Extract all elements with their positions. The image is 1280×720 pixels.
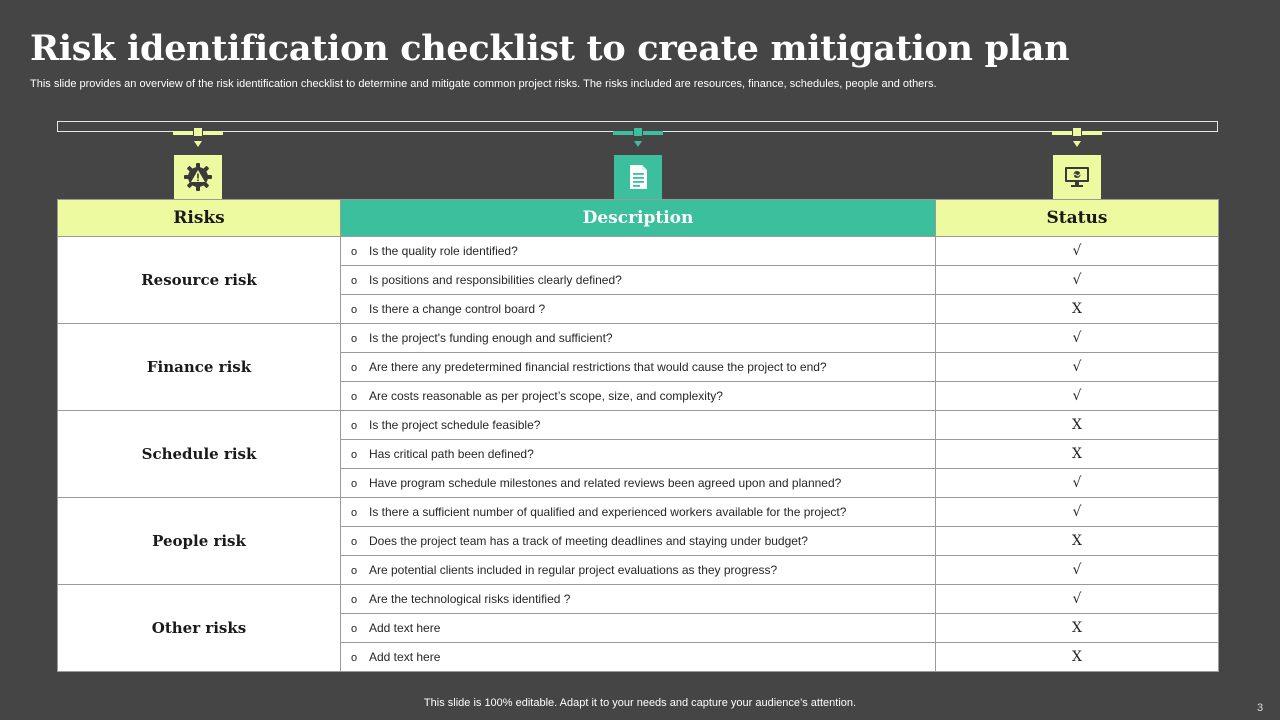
status-mark: X [936,643,1219,672]
bullet-icon: o [351,565,358,577]
description-text: Are there any predetermined financial restrictions that would cause the project to end? [369,360,827,374]
slide-title: Risk identification checklist to create mitigation plan [30,28,1070,69]
bullet-icon: o [351,449,358,461]
bullet-icon: o [351,246,358,258]
table-row [58,498,1219,527]
description-text: Are the technological risks identified ? [369,592,571,606]
bullet-icon: o [351,594,358,606]
table-row [58,585,1219,614]
bullet-icon: o [351,623,358,635]
risk-name: Other risks [58,585,341,672]
status-mark: X [936,614,1219,643]
description-text: Does the project team has a track of meeting deadlines and staying under budget? [369,534,808,548]
status-mark: √ [936,266,1219,295]
status-mark: X [936,527,1219,556]
bullet-icon: o [351,391,358,403]
description-text: Are costs reasonable as per project’s scope, size, and complexity? [369,389,723,403]
bullet-icon: o [351,333,358,345]
footer-note: This slide is 100% editable. Adapt it to your needs and capture your audience’s attention. [423,697,857,709]
description-text: Is positions and responsibilities clearly defined? [369,273,622,287]
bullet-icon: o [351,478,358,490]
risk-name: Schedule risk [58,411,341,498]
description-cell [341,295,936,324]
page-number: 3 [1257,702,1264,714]
header-status: Status [936,200,1219,237]
description-text: Add text here [369,650,441,664]
risk-name: Resource risk [58,237,341,324]
description-text: Has critical path been defined? [369,447,534,461]
description-text: Add text here [369,621,441,635]
description-text: Have program schedule milestones and related reviews been agreed upon and planned? [369,476,842,490]
description-cell [341,440,936,469]
description-text: Is the quality role identified? [369,244,518,258]
bullet-icon: o [351,362,358,374]
header-risks: Risks [58,200,341,237]
description-cell [341,411,936,440]
description-cell [341,585,936,614]
description-cell [341,527,936,556]
monitor-icon [1053,155,1101,199]
table-row [58,411,1219,440]
bullet-icon: o [351,275,358,287]
table-header-row [58,200,1219,237]
description-text: Are potential clients included in regular project evaluations as they progress? [369,563,778,577]
status-mark: √ [936,498,1219,527]
bullet-icon: o [351,536,358,548]
status-mark: √ [936,585,1219,614]
bullet-icon: o [351,652,358,664]
description-cell [341,643,936,672]
description-cell [341,353,936,382]
status-mark: X [936,411,1219,440]
table-row [58,237,1219,266]
status-mark: √ [936,469,1219,498]
document-icon [614,155,662,199]
status-mark: X [936,295,1219,324]
description-cell [341,324,936,353]
gear-warning-icon [174,155,222,199]
status-mark: √ [936,556,1219,585]
risk-name: Finance risk [58,324,341,411]
bullet-icon: o [351,507,358,519]
description-cell [341,237,936,266]
status-mark: √ [936,382,1219,411]
description-text: Is there a change control board ? [369,302,546,316]
risk-name: People risk [58,498,341,585]
description-cell [341,498,936,527]
header-description: Description [341,200,936,237]
description-text: Is the project schedule feasible? [369,418,541,432]
table-row [58,324,1219,353]
description-cell [341,556,936,585]
description-cell [341,469,936,498]
description-cell [341,266,936,295]
risk-checklist-table [57,199,1219,672]
status-mark: √ [936,353,1219,382]
bullet-icon: o [351,304,358,316]
status-mark: √ [936,324,1219,353]
description-cell [341,382,936,411]
description-cell [341,614,936,643]
description-text: Is the project's funding enough and sufficient? [369,331,613,345]
status-mark: X [936,440,1219,469]
status-mark: √ [936,237,1219,266]
slide-subtitle: This slide provides an overview of the risk identification checklist to determine and mitigate common project risks. The risks included are resources, finance, schedules, people and others. [30,78,937,90]
bullet-icon: o [351,420,358,432]
description-text: Is there a sufficient number of qualified and experienced workers available for the project? [369,505,847,519]
